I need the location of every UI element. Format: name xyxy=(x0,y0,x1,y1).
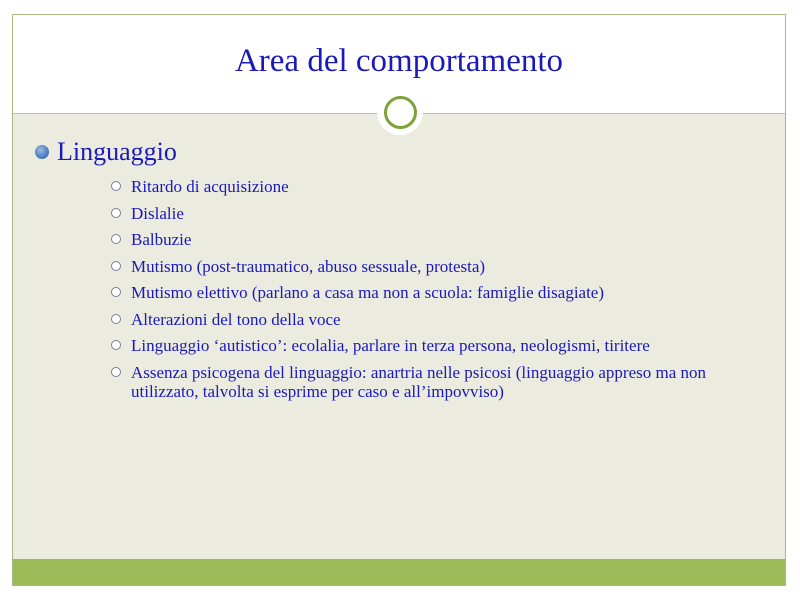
list-item-text: Alterazioni del tono della voce xyxy=(131,309,341,329)
list-item-text: Assenza psicogena del linguaggio: anartria nelle psicosi (linguaggio appreso ma non utilizzato, talvolta si esprime per caso e all’impovviso) xyxy=(131,362,707,401)
ring-ornament-icon xyxy=(377,89,423,135)
hollow-circle-bullet-icon xyxy=(111,234,121,244)
list-item xyxy=(111,257,761,277)
main-bullet-label: Linguaggio xyxy=(57,137,177,166)
list-item xyxy=(111,310,761,330)
hollow-circle-bullet-icon xyxy=(111,208,121,218)
hollow-circle-bullet-icon xyxy=(111,181,121,191)
list-item xyxy=(111,177,761,197)
slide xyxy=(12,14,786,586)
hollow-circle-bullet-icon xyxy=(111,261,121,271)
hollow-circle-bullet-icon xyxy=(111,314,121,324)
slide-title: Area del comportamento xyxy=(234,43,564,79)
list-item xyxy=(111,230,761,250)
list-item xyxy=(111,363,761,402)
list-item xyxy=(111,283,761,303)
sub-bullet-list xyxy=(111,177,761,409)
list-item-text: Mutismo elettivo (parlano a casa ma non a scuola: famiglie disagiate) xyxy=(131,283,605,302)
main-bullet-item xyxy=(35,137,177,167)
footer-accent-bar xyxy=(13,559,785,585)
list-item xyxy=(111,336,761,356)
list-item-text: Ritardo di acquisizione xyxy=(131,177,289,196)
list-item-text: Mutismo (post-traumatico, abuso sessuale, protesta) xyxy=(131,256,486,276)
hollow-circle-bullet-icon xyxy=(111,287,121,297)
list-item-text: Dislalie xyxy=(131,203,184,223)
hollow-circle-bullet-icon xyxy=(111,367,121,377)
hollow-circle-bullet-icon xyxy=(111,340,121,350)
filled-circle-bullet-icon xyxy=(35,145,49,159)
list-item-text: Balbuzie xyxy=(131,230,192,249)
list-item-text: Linguaggio ‘autistico’: ecolalia, parlare in terza persona, neologismi, tiritere xyxy=(131,336,650,355)
list-item xyxy=(111,204,761,224)
ring-inner xyxy=(384,96,417,129)
